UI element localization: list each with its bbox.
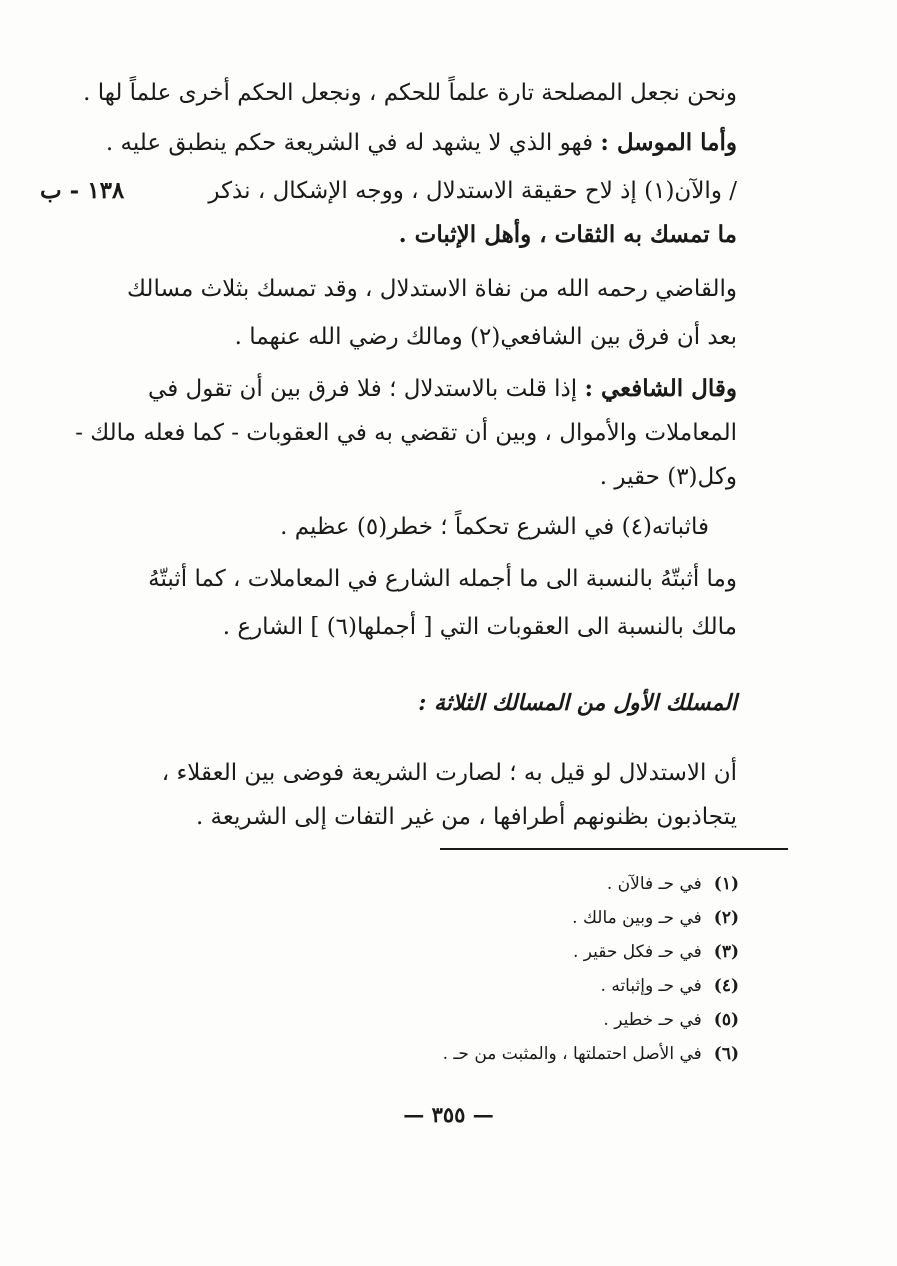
text-line-11: وما أثبتّهُ بالنسبة الى ما أجمله الشارع في المعاملات ، كما أثبتّهُ	[148, 566, 737, 592]
text-line-1: ونحن نجعل المصلحة تارة علماً للحكم ، ونجعل الحكم أخرى علماً لها .	[83, 80, 737, 106]
footnote-6: (٦)في الأصل احتملتها ، والمثبت من حـ .	[442, 1044, 739, 1064]
footnote-4: (٤)في حـ وإثباته .	[600, 976, 739, 996]
text-line-14: يتجاذبون بظنونهم أطرافها ، من غير التفات إلى الشريعة .	[195, 804, 737, 830]
text-line-5: والقاضي رحمه الله من نفاة الاستدلال ، وقد تمسك بثلاث مسالك	[127, 276, 737, 302]
text-line-13: أن الاستدلال لو قيل به ؛ لصارت الشريعة فوضى بين العقلاء ،	[161, 760, 737, 786]
text-line-3: / والآن(١) إذ لاح حقيقة الاستدلال ، ووجه الإشكال ، نذكر	[208, 178, 737, 204]
footnote-5: (٥)في حـ خطير .	[603, 1010, 739, 1030]
text-line-8: المعاملات والأموال ، وبين أن تقضي به في العقوبات - كما فعله مالك -	[75, 420, 737, 446]
text-line-6: بعد أن فرق بين الشافعي(٢) ومالك رضي الله عنهما .	[234, 324, 737, 350]
text-line-7	[148, 374, 737, 404]
text-line-9: وكل(٣) حقير .	[599, 464, 737, 490]
page-number: — ٣٥٥ —	[403, 1102, 494, 1127]
term-shafii: وقال الشافعي :	[584, 375, 737, 402]
footnote-3: (٣)في حـ فكل حقير .	[572, 942, 739, 962]
footnote-1: (١)في حـ فالآن .	[606, 874, 739, 894]
text-line-12: مالك بالنسبة الى العقوبات التي [ أجملها(٦) ] الشارع .	[222, 614, 737, 640]
text-line-4: ما تمسك به الثقات ، وأهل الإثبات .	[398, 221, 737, 248]
text-line-2	[106, 128, 737, 158]
text-line-7-rest: إذا قلت بالاستدلال ؛ فلا فرق بين أن تقول في	[148, 376, 578, 402]
section-heading: المسلك الأول من المسالك الثلاثة :	[418, 690, 737, 716]
manuscript-folio-marker: ١٣٨ - ب	[40, 177, 125, 204]
footnote-2: (٢)في حـ وبين مالك .	[572, 908, 739, 928]
text-line-2-rest: فهو الذي لا يشهد له في الشريعة حكم ينطبق عليه .	[105, 130, 594, 156]
term-mursal: وأما الموسل :	[600, 129, 737, 156]
text-line-10: فاثباته(٤) في الشرع تحكماً ؛ خطر(٥) عظيم .	[280, 514, 709, 540]
footnote-separator	[440, 848, 788, 850]
